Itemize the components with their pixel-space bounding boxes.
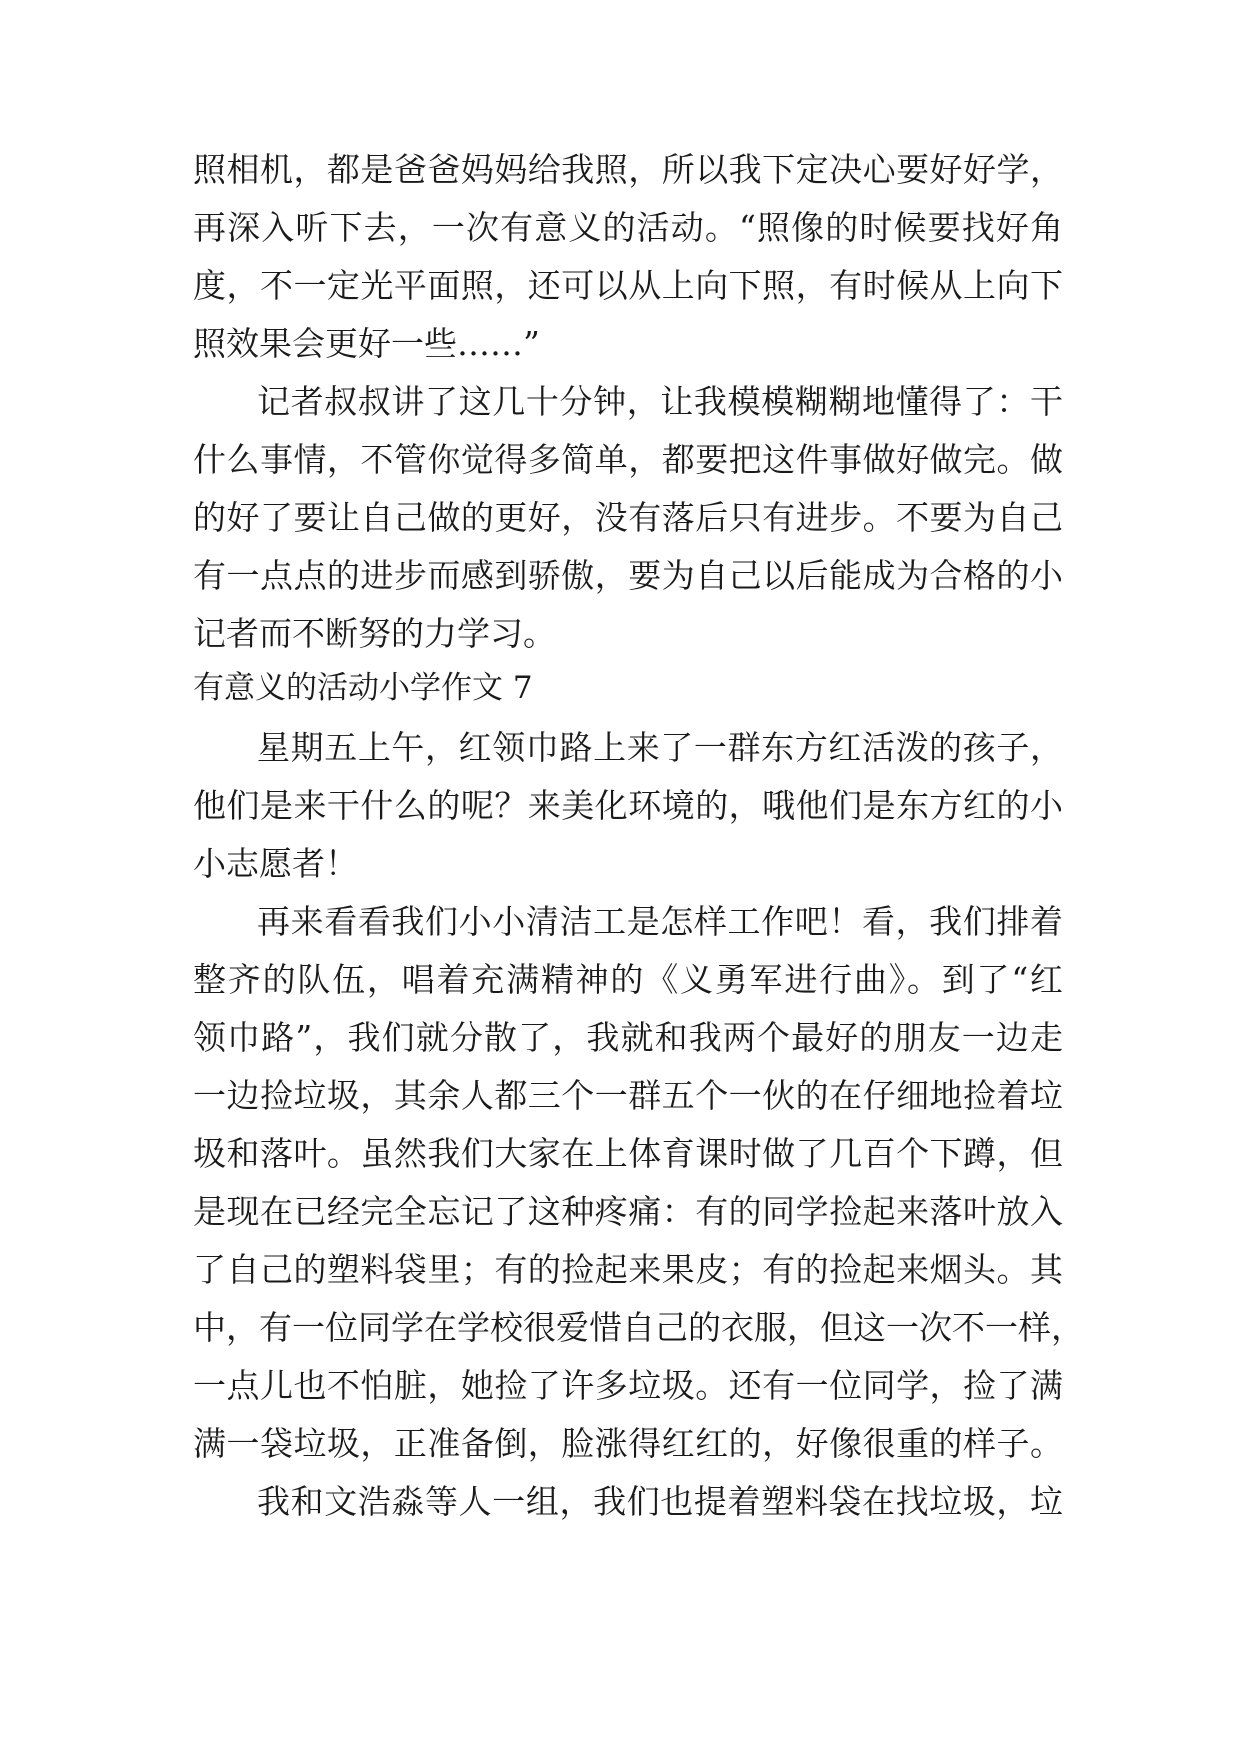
section-heading: 有意义的活动小学作文 7 [193, 670, 533, 706]
text-line: 了自己的塑料袋里；有的捡起来果皮；有的捡起来烟头。其 [193, 1250, 1063, 1289]
text-line: 照相机，都是爸爸妈妈给我照，所以我下定决心要好好学， [193, 150, 1063, 189]
text-line: 小志愿者！ [193, 844, 358, 883]
text-line: 记者叔叔讲了这几十分钟，让我模模糊糊地懂得了：干 [257, 382, 1063, 421]
text-line: 星期五上午，红领巾路上来了一群东方红活泼的孩子， [257, 728, 1063, 767]
text-line: 他们是来干什么的呢？来美化环境的，哦他们是东方红的小 [193, 786, 1063, 825]
text-line: 圾和落叶。虽然我们大家在上体育课时做了几百个下蹲，但 [193, 1134, 1063, 1173]
text-line: 再深入听下去，一次有意义的活动。“照像的时候要找好角 [193, 208, 1063, 247]
text-line: 记者而不断努的力学习。 [193, 614, 556, 653]
text-line: 一边捡垃圾，其余人都三个一群五个一伙的在仔细地捡着垃 [193, 1076, 1063, 1115]
text-line: 再来看看我们小小清洁工是怎样工作吧！看，我们排着 [257, 902, 1063, 941]
text-line: 领巾路”，我们就分散了，我就和我两个最好的朋友一边走 [193, 1018, 1063, 1057]
text-line: 一点儿也不怕脏，她捡了许多垃圾。还有一位同学，捡了满 [193, 1366, 1063, 1405]
text-line: 我和文浩淼等人一组，我们也提着塑料袋在找垃圾，垃 [257, 1482, 1063, 1521]
text-line: 中，有一位同学在学校很爱惜自己的衣服，但这一次不一样， [193, 1308, 1084, 1347]
text-line: 满一袋垃圾，正准备倒，脸涨得红红的，好像很重的样子。 [193, 1424, 1063, 1463]
text-line: 有一点点的进步而感到骄傲，要为自己以后能成为合格的小 [193, 556, 1063, 595]
text-line: 整齐的队伍，唱着充满精神的《义勇军进行曲》。到了“红 [193, 960, 1063, 999]
text-line: 照效果会更好一些……” [193, 324, 540, 363]
text-line: 是现在已经完全忘记了这种疼痛：有的同学捡起来落叶放入 [193, 1192, 1063, 1231]
text-line: 什么事情，不管你觉得多简单，都要把这件事做好做完。做 [193, 440, 1063, 479]
text-line: 的好了要让自己做的更好，没有落后只有进步。不要为自己 [193, 498, 1063, 537]
text-line: 度，不一定光平面照，还可以从上向下照，有时候从上向下 [193, 266, 1063, 305]
